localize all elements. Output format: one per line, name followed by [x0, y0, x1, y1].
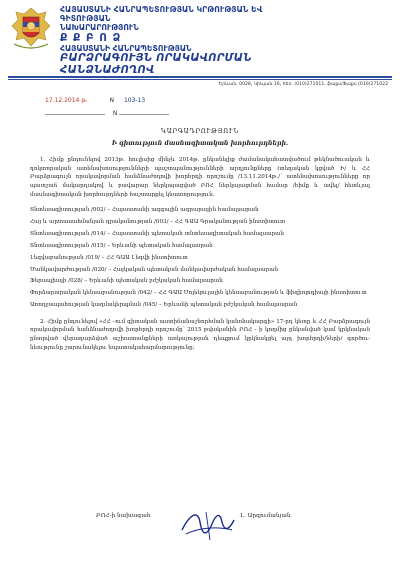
paragraph-2: 2. Հիմք ընդունելով «ՀՀ –ում գիտական աստիճանաշնորհման կանոնակարգի» 17-րդ կետը և ՀՀ Բարձրագույն որակավորման հանձնաժողովի խորհրդի որոշումը՝ 2015 թվականին ԲՈՀ - ի կողմից ընկանված կամ կրկնական ընտրված վերադարձված աշխատանքների առկայության դեպքում կրկնակցել այդ խորհրդի/ների/ գործու-նեությունը շարունակելու նպատակահարմարությունը:: [30, 318, 370, 351]
list-item: Տնտեսագիտության /015/ – Երևանի պետական համալսարան: [30, 242, 213, 249]
signatory-position: ԲՈՀ-ի նախագահ: [96, 513, 151, 519]
list-item: Փորձարարական կենսաբանության /042/ – ՀՀ ԳԱԱ Մոլեկուլային կենսաբանության և ֆիզիոլոգիայի ինստիտուտ: [30, 290, 367, 297]
list-item: Տնտեսագիտության /014/ – Հայաստանի պետական տնտեսագիտական համալսարան: [30, 230, 284, 237]
header-republic-line: ՀԱՅԱՍՏԱՆԻ ՀԱՆՐԱՊԵՏՈՒԹՅԱՆ: [60, 44, 192, 53]
header-ministry-line: ՀԱՅԱՍՏԱՆԻ ՀԱՆՐԱՊԵՏՈՒԹՅԱՆ ԿՐԹՈՒԹՅԱՆ ԵՎ ԳԻՏՈՒԹՅԱՆ: [60, 5, 263, 23]
address-line: Երևան, 0028, Կիևյան 16, հեռ. (010)271011, ֆաքս/Ֆաքս (010)271022: [218, 82, 388, 87]
second-number-prefix: N: [112, 110, 118, 117]
paragraph-1: 1. Հիմք ընդունելով 2013թ. հուլիսից մինչև 2014թ. ընկանելիք ժամանակահատվածում թեկնածուական և դոկտորական ատենախոսությունների պաշտպանությունների արդյունքները (տեղական կցված Ի/ և ՀՀ Բարձրագույն որակավորման հանձնաժողովի խորհրդի որոշումը /13.11.2014թ./՝ ատենախոսությունները որ պատշաճ մակարդակով և բավարար ներկայացված ԲՈՀ ներկայացման համար /հիմք և ավել/ հետևյալ մասնագիտական խորհուրդների հաշտարքել կնատորություն.: [30, 157, 370, 198]
council-list: [30, 205, 370, 312]
ministry-header: [60, 5, 280, 77]
list-item: Տնտեսագիտության /002/ – Հայաստանի ազգային ագրարային համալսարան: [30, 207, 259, 214]
reference-line: [45, 97, 145, 104]
coat-of-arms-icon: [8, 6, 54, 52]
second-reference-line: [45, 110, 169, 117]
handwritten-signature: [176, 500, 238, 546]
document-body: [30, 156, 370, 352]
document-subject: Ի գիտություն մասնագիտական խորհուրդների.: [111, 140, 289, 147]
document-number: 103-13: [123, 97, 146, 104]
list-item: Ֆերապիայի /028/ – Երևանի պետական բժշկական համալսարան: [30, 278, 223, 285]
header-ministry-line-2: ՆԱԽԱՐԱՐՈՒԹՅՈՒՆ: [60, 23, 139, 32]
header-divider-thin: [8, 79, 392, 80]
number-prefix: N: [109, 97, 115, 104]
list-item: Հայ և արտասահմանյան գրականության /003/ – ՀՀ ԳԱԱ Գրականության ինստիտուտ: [30, 218, 286, 225]
list-item: Առողջապահության կազմակերպման /045/ – Երևանի պետական բժշկական համալսարան: [30, 302, 298, 309]
list-item: Լեզվաբանության /019/ – ՀՀ ԳԱԱ Լեզվի ինստիտուտ: [30, 254, 188, 261]
document-title: ԿԱՐԳԱԴՐՈՒԹՅՈՒՆ: [161, 128, 239, 135]
signatory-name: Լ. Արզումանյան: [240, 513, 291, 519]
document-date: 17.12.2014 թ.: [45, 97, 88, 104]
header-commission-name: ԲԱՐՁՐԱԳՈՒՅՆ ՈՐԱԿԱՎՈՐՄԱՆ ՀԱՆՁՆԱԺՈՂՈՎ: [60, 53, 252, 76]
header-acronym: Ք Ք Բ Ո Ձ: [60, 32, 122, 44]
header-divider: [8, 76, 392, 78]
list-item: Մանկավարժության /020/ – Հայկական պետական մանկավարժական համալսարան: [30, 266, 279, 273]
